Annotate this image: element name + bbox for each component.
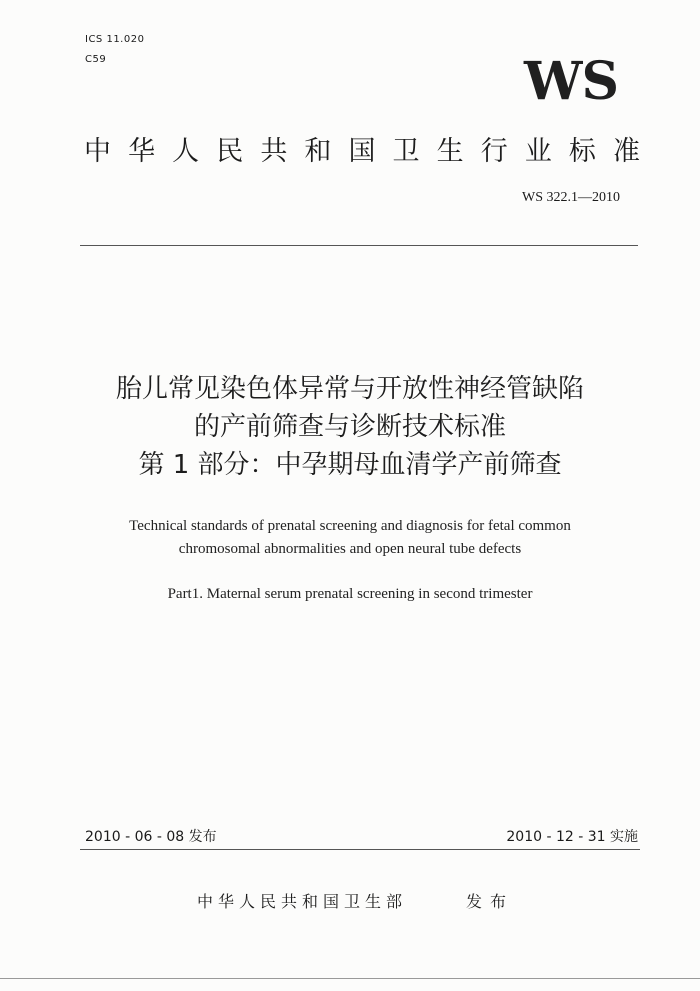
title-en-line: Technical standards of prenatal screening and diagnosis for fetal common <box>129 518 571 534</box>
standard-type-char: 生 <box>436 136 464 167</box>
standard-type-char: 民 <box>216 136 244 167</box>
ccs-code: C59 <box>85 54 107 65</box>
standard-type-heading <box>84 138 640 165</box>
standard-type-char: 和 <box>304 136 332 167</box>
title-chinese <box>0 370 700 484</box>
issue-label: 发布 <box>466 892 515 911</box>
title-en-line: chromosomal abnormalities and open neural tube defects <box>178 541 522 557</box>
standard-type-char: 卫 <box>392 136 420 167</box>
top-divider <box>80 245 638 246</box>
standard-type-char: 共 <box>260 136 288 167</box>
title-cn-line: 第 1 部分：中孕期母血清学产前筛查 <box>138 450 562 480</box>
bottom-divider <box>80 849 640 850</box>
part-title-english: Part1. Maternal serum prenatal screening in second trimester <box>167 586 533 602</box>
standard-type-char: 人 <box>172 136 200 167</box>
standard-type-char: 中 <box>84 136 111 167</box>
standard-type-char: 准 <box>612 136 640 167</box>
issuing-authority: 中华人民共和国卫生部 <box>197 892 408 911</box>
standard-number: WS 322.1—2010 <box>522 190 620 205</box>
issue-date: 2010 - 06 - 08 发布 <box>85 829 217 845</box>
standard-type-char: 标 <box>568 136 596 167</box>
ics-code: ICS 11.020 <box>85 34 145 45</box>
title-english <box>0 515 700 561</box>
title-cn-line: 的产前筛查与诊断技术标准 <box>193 412 506 442</box>
implementation-date: 2010 - 12 - 31 实施 <box>506 829 638 845</box>
standard-type-char: 业 <box>524 136 552 167</box>
standard-type-char: 华 <box>128 136 156 167</box>
standard-type-char: 行 <box>480 136 508 167</box>
ws-logo: WS <box>524 51 618 112</box>
standard-type-char: 国 <box>348 136 376 167</box>
scan-edge-line <box>0 978 700 979</box>
title-cn-line: 胎儿常见染色体异常与开放性神经管缺陷 <box>115 374 584 404</box>
